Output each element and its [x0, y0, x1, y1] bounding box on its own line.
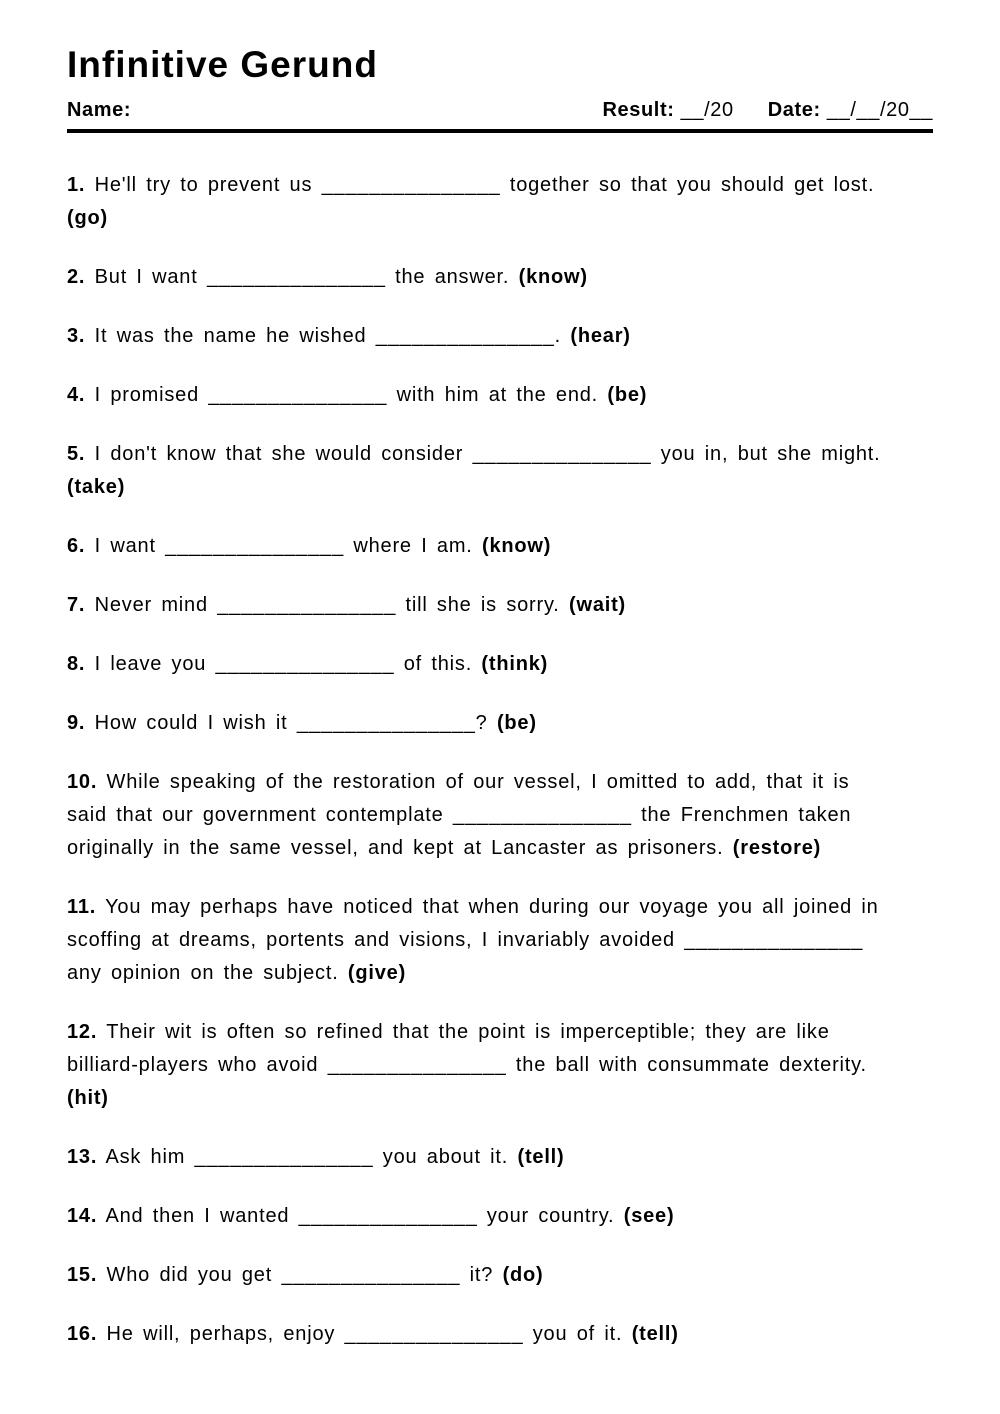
question-text: I want — [85, 534, 166, 557]
question-text: . — [554, 324, 571, 347]
verb-hint: (be) — [496, 711, 537, 734]
question-list — [67, 169, 887, 1351]
question-text: Their wit is often so refined that the point is imperceptible; they are like billiard-players who avoid — [67, 1020, 830, 1076]
question-text: it? — [460, 1263, 503, 1286]
question — [67, 169, 887, 235]
question — [67, 707, 887, 740]
question-text: you in, but she might. — [651, 442, 881, 465]
question-text: Never mind — [85, 593, 218, 616]
question-number: 10. — [67, 770, 98, 793]
question-number: 13. — [67, 1145, 98, 1168]
question-text: I don't know that she would consider — [85, 442, 473, 465]
answer-blank: _______________ — [208, 383, 388, 406]
answer-blank: _______________ — [327, 1053, 507, 1076]
verb-hint: (be) — [607, 383, 648, 406]
answer-blank: _______________ — [165, 534, 345, 557]
question-text: He will, perhaps, enjoy — [97, 1322, 345, 1345]
result-value: __/20 — [680, 98, 734, 121]
question-text: where I am. — [344, 534, 483, 557]
result-label: Result: — [602, 98, 675, 121]
question — [67, 1200, 887, 1233]
date-label: Date: — [767, 98, 821, 121]
question-text: till she is sorry. — [396, 593, 569, 616]
question — [67, 648, 887, 681]
question-text: How could I wish it — [85, 711, 297, 734]
question — [67, 766, 887, 865]
question — [67, 1259, 887, 1292]
question-text: He'll try to prevent us — [85, 173, 322, 196]
question-number: 5. — [67, 442, 86, 465]
question — [67, 1016, 887, 1115]
question-number: 2. — [67, 265, 86, 288]
question — [67, 891, 887, 990]
question-number: 15. — [67, 1263, 98, 1286]
verb-hint: (know) — [518, 265, 588, 288]
verb-hint: (give) — [347, 961, 407, 984]
question-text: any opinion on the subject. — [67, 961, 348, 984]
question-number: 16. — [67, 1322, 98, 1345]
answer-blank: _______________ — [684, 928, 864, 951]
result-field — [602, 99, 733, 122]
verb-hint: (hear) — [570, 324, 631, 347]
question-number: 12. — [67, 1020, 98, 1043]
question-number: 6. — [67, 534, 86, 557]
question-number: 7. — [67, 593, 86, 616]
verb-hint: (see) — [623, 1204, 675, 1227]
verb-hint: (tell) — [517, 1145, 565, 1168]
answer-blank: _______________ — [194, 1145, 374, 1168]
question-text: While speaking of the restoration of our vessel, I omitted to add, that it is said that our government contemplate — [67, 770, 850, 826]
question-text: ? — [475, 711, 497, 734]
question-text: with him at the end. — [387, 383, 608, 406]
verb-hint: (know) — [482, 534, 552, 557]
answer-blank: _______________ — [298, 1204, 478, 1227]
question-text: Ask him — [97, 1145, 195, 1168]
answer-blank: _______________ — [375, 324, 555, 347]
question-text: Who did you get — [97, 1263, 282, 1286]
question-number: 3. — [67, 324, 86, 347]
question-number: 14. — [67, 1204, 98, 1227]
answer-blank: _______________ — [206, 265, 386, 288]
question — [67, 379, 887, 412]
answer-blank: _______________ — [344, 1322, 524, 1345]
question-text: you of it. — [523, 1322, 632, 1345]
verb-hint: (take) — [67, 475, 126, 498]
question-text: you about it. — [373, 1145, 518, 1168]
verb-hint: (wait) — [569, 593, 627, 616]
page-title: Infinitive Gerund — [67, 44, 378, 85]
question-text: the Frenchmen taken originally in the same vessel, and kept at Lancaster as prisoners. — [67, 803, 852, 859]
question-number: 8. — [67, 652, 86, 675]
question — [67, 1318, 887, 1351]
question-text: the answer. — [385, 265, 519, 288]
question-number: 9. — [67, 711, 86, 734]
verb-hint: (hit) — [67, 1086, 109, 1109]
question-text: And then I wanted — [97, 1204, 299, 1227]
answer-blank: _______________ — [321, 173, 501, 196]
header-row — [67, 99, 933, 129]
question — [67, 1141, 887, 1174]
question — [67, 589, 887, 622]
question — [67, 320, 887, 353]
verb-hint: (restore) — [732, 836, 822, 859]
answer-blank: _______________ — [296, 711, 476, 734]
question — [67, 438, 887, 504]
verb-hint: (do) — [502, 1263, 544, 1286]
question-text: your country. — [477, 1204, 624, 1227]
question-number: 1. — [67, 173, 86, 196]
header-right — [602, 99, 933, 122]
question — [67, 530, 887, 563]
name-label: Name: — [67, 98, 132, 121]
question-text: But I want — [85, 265, 207, 288]
answer-blank: _______________ — [452, 803, 632, 826]
question-text: the ball with consummate dexterity. — [506, 1053, 867, 1076]
question-number: 11. — [67, 895, 97, 918]
question-text: It was the name he wished — [85, 324, 376, 347]
verb-hint: (think) — [481, 652, 549, 675]
verb-hint: (go) — [67, 206, 108, 229]
question-text: I leave you — [85, 652, 216, 675]
question-text: I promised — [85, 383, 209, 406]
question-text: of this. — [394, 652, 482, 675]
date-field — [768, 99, 933, 122]
answer-blank: _______________ — [472, 442, 652, 465]
answer-blank: _______________ — [281, 1263, 461, 1286]
name-line-divider — [67, 129, 933, 133]
question — [67, 261, 887, 294]
question-number: 4. — [67, 383, 86, 406]
answer-blank: _______________ — [217, 593, 397, 616]
verb-hint: (tell) — [631, 1322, 679, 1345]
question-text: together so that you should get lost. — [500, 173, 875, 196]
date-value: __/__/20__ — [826, 98, 933, 121]
answer-blank: _______________ — [215, 652, 395, 675]
question-text: You may perhaps have noticed that when during our voyage you all joined in scoffing at dreams, portents and visions, I invariably avoided — [67, 895, 879, 951]
